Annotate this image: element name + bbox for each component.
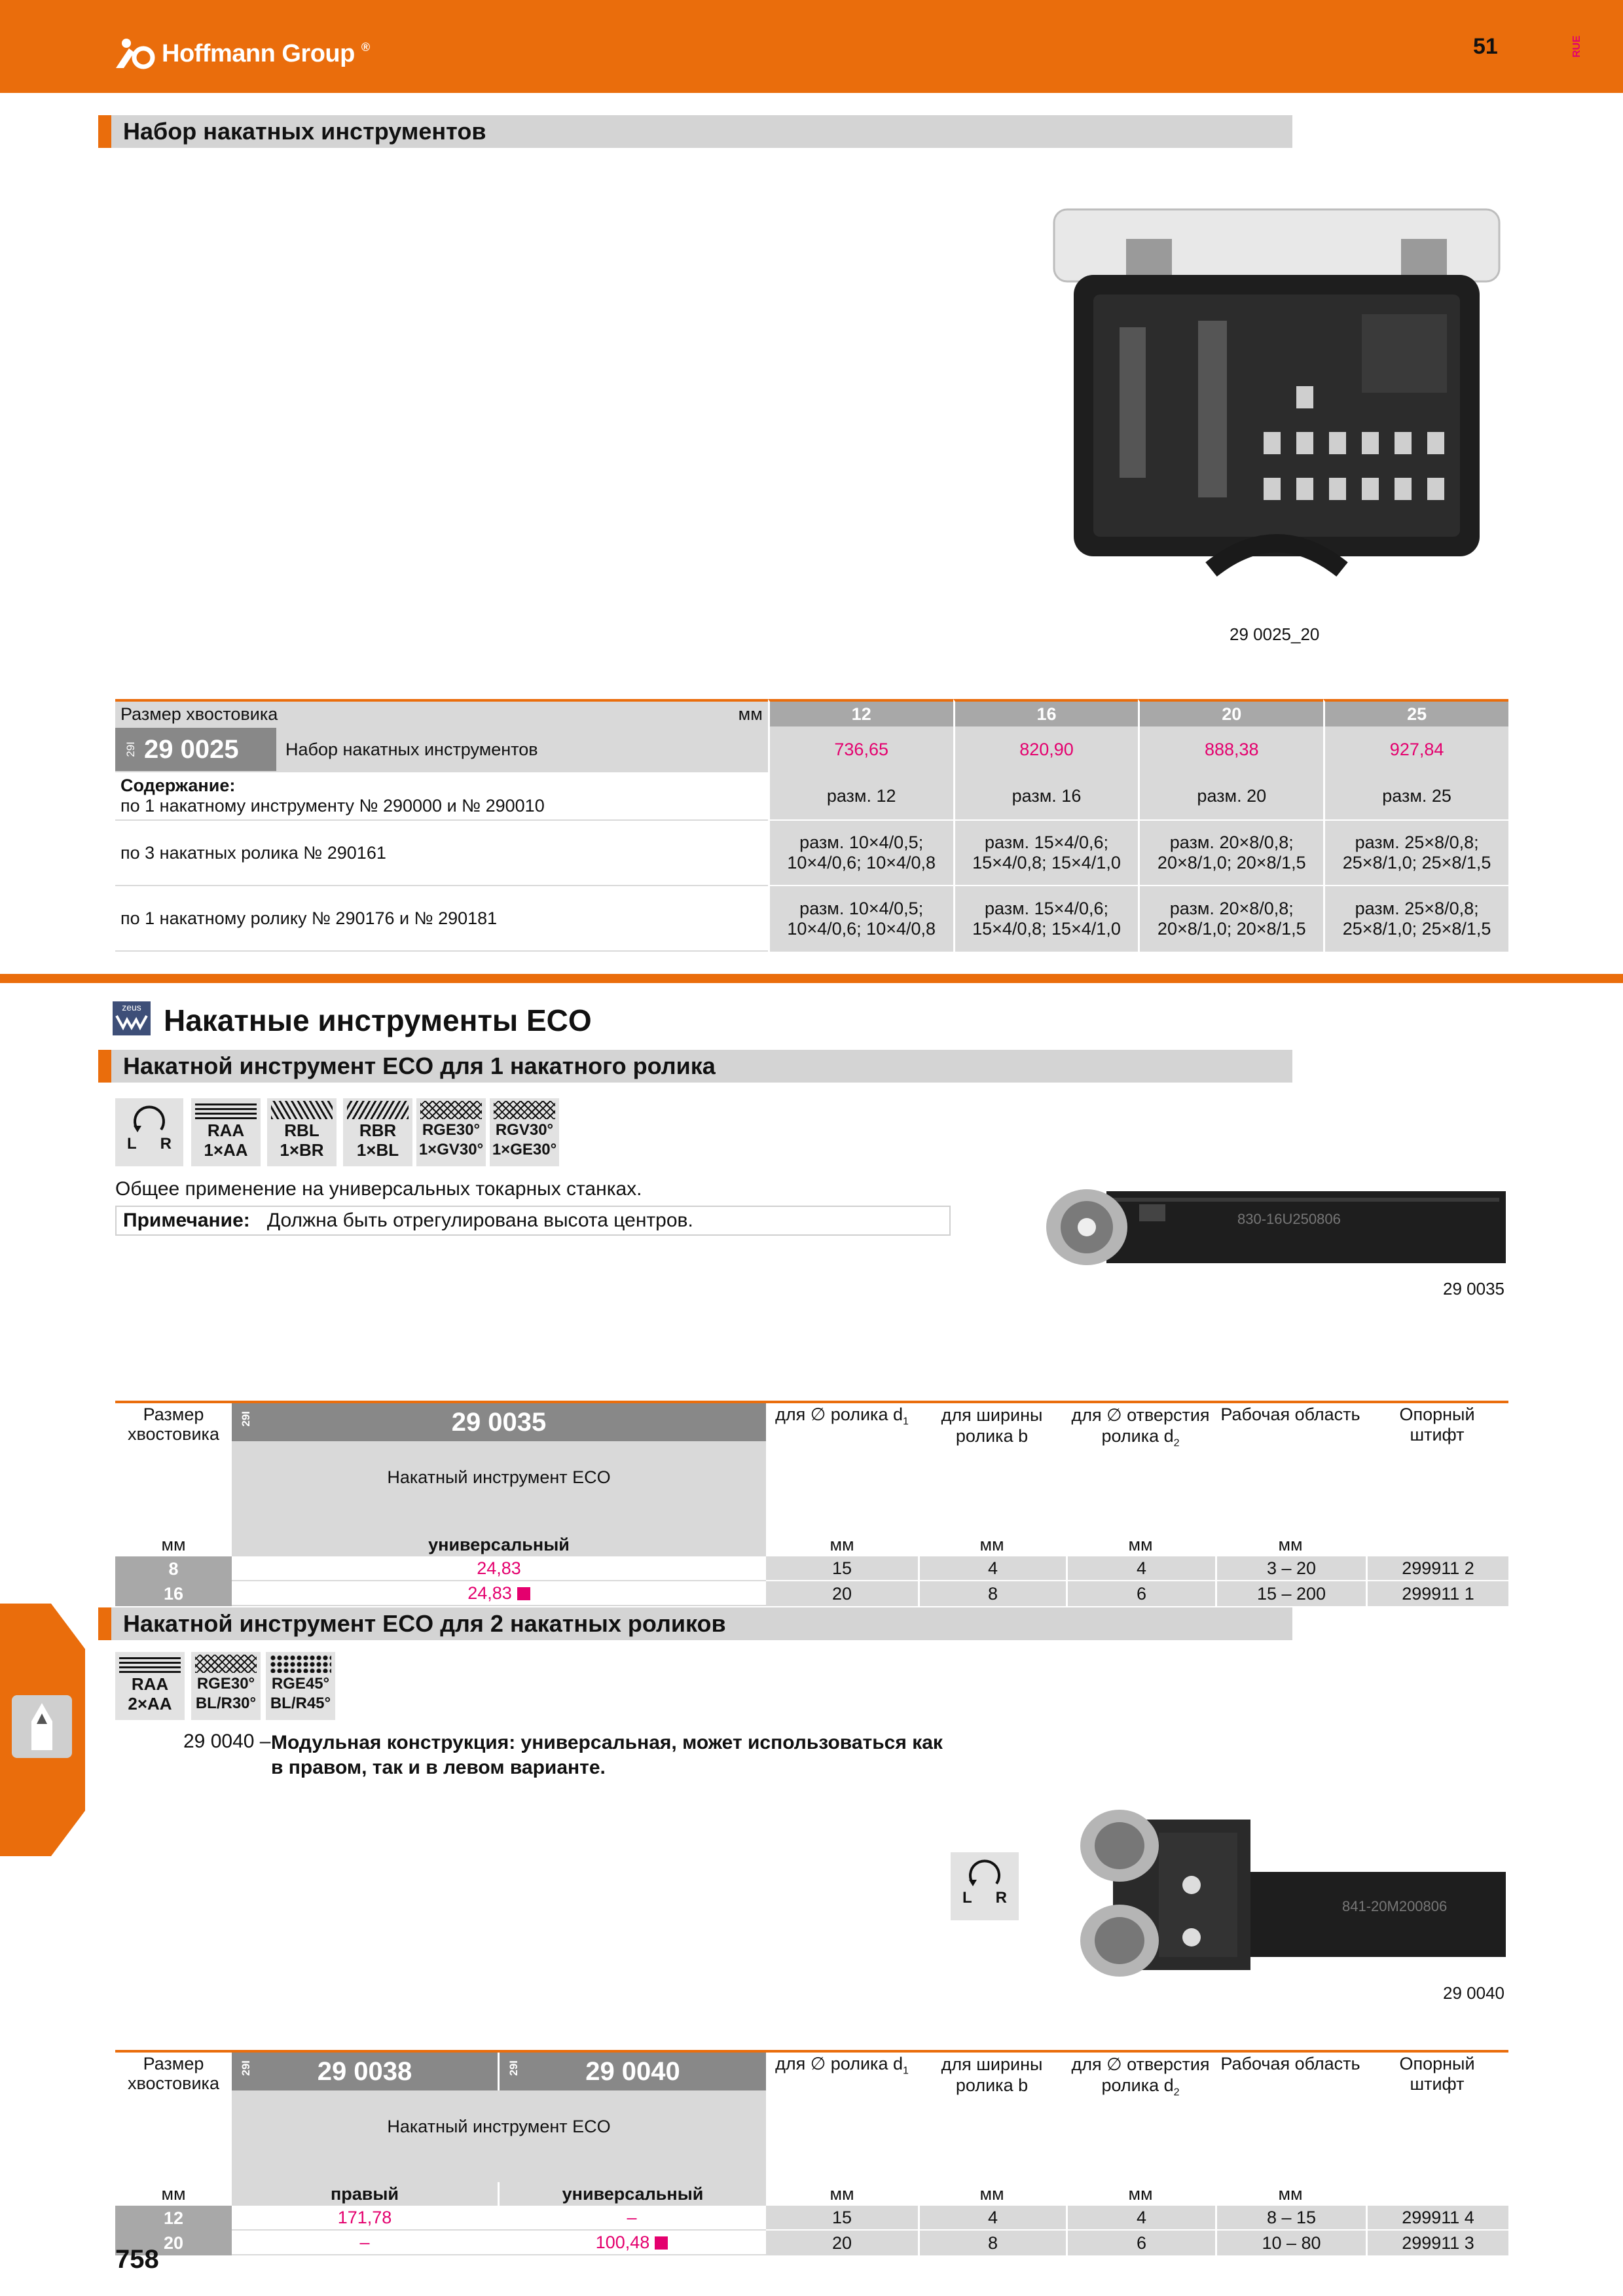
language-code: RUE: [1571, 35, 1582, 58]
range-value: 10 – 80: [1215, 2231, 1366, 2255]
value-cell: [1323, 886, 1508, 952]
turning-tool-icon: [12, 1695, 72, 1758]
price: 24,83: [232, 1556, 766, 1581]
value-cell: [768, 821, 953, 886]
pin-value: 299911 3: [1366, 2231, 1508, 2255]
subsection-title-bar: [98, 1050, 1292, 1083]
profile-sub: 1×AA: [204, 1140, 248, 1160]
d1-value: 15: [766, 1556, 918, 1581]
eco-double-table: [115, 2053, 1508, 2255]
right-label: R: [160, 1135, 172, 1153]
value-cell: [1138, 886, 1323, 952]
photo-caption: 29 0035: [1443, 1279, 1504, 1299]
unit-cell: мм: [161, 2183, 186, 2204]
range-value: 3 – 20: [1215, 1556, 1366, 1581]
price: 888,38: [1138, 726, 1323, 772]
shank-value: 16: [115, 1581, 232, 1606]
row-label: по 3 накатных ролика № 290161: [115, 821, 768, 886]
value-cell: разм. 25: [1323, 772, 1508, 821]
unit-cell: мм: [979, 1534, 1004, 1554]
code-prefix: 29I: [237, 1408, 255, 1429]
col-d2-label: для ∅ отверстия: [1071, 1405, 1210, 1425]
eco-single-tool-photo: [1041, 1178, 1512, 1270]
empty-cell: [1366, 1533, 1508, 1556]
section-title-bar: [98, 115, 1292, 148]
set-table: [115, 699, 1508, 952]
product-name: Набор накатных инструментов: [285, 739, 538, 759]
col-d2-header: [1066, 2053, 1215, 2182]
order-code-block[interactable]: [115, 728, 276, 771]
price: 927,84: [1323, 726, 1508, 772]
contents-label: Содержание:: [120, 776, 236, 795]
pin-value: 299911 2: [1366, 1556, 1508, 1581]
order-code-block[interactable]: [232, 1403, 766, 1441]
col-d1-header: [766, 2053, 918, 2182]
d2-value: 6: [1066, 1581, 1215, 1606]
feature-text: [271, 1731, 943, 1780]
unit-label: мм: [738, 704, 763, 724]
rotation-lr-icon: [951, 1852, 1019, 1920]
unit-cell: мм: [161, 1534, 186, 1554]
value-line: разм. 15×4/0,6;: [984, 899, 1108, 918]
zeus-logo-icon: [113, 1001, 151, 1035]
d1-value: 20: [766, 2231, 918, 2255]
profile-rge45-icon: [266, 1652, 335, 1720]
feature-code: 29 0040 –: [183, 1731, 271, 1752]
profile-rge30-2-icon: [191, 1652, 261, 1720]
price: –: [498, 2206, 766, 2231]
value-cell: [953, 821, 1139, 886]
table-row: [115, 1581, 1508, 1606]
table-row: [115, 2231, 1508, 2255]
profile-rbl-icon: [267, 1098, 337, 1166]
hatch-icon: [195, 1655, 257, 1673]
hatch-icon: [494, 1101, 555, 1119]
col-range-header: Рабочая область: [1220, 2054, 1360, 2073]
unit-cell: мм: [979, 2183, 1004, 2204]
shank-value: 20: [115, 2231, 232, 2255]
profile-code: RBL: [284, 1121, 319, 1140]
profile-sub: 1×GE30°: [492, 1141, 557, 1158]
price-cell: [498, 2231, 766, 2255]
b-value: 4: [918, 1556, 1066, 1581]
shank-label: Размер: [143, 1405, 204, 1424]
col-d2-sub: 2: [1173, 1437, 1180, 1449]
profile-rge30-icon: [416, 1098, 486, 1166]
section-title: Набор накатных инструментов: [123, 118, 486, 145]
col-d1-sub: 1: [902, 1416, 909, 1427]
value-line: разм. 20×8/0,8;: [1169, 833, 1294, 852]
size-col: 12: [768, 699, 953, 726]
value-line: 25×8/1,0; 25×8/1,5: [1342, 853, 1491, 872]
value-cell: [1138, 821, 1323, 886]
profile-code: RAA: [207, 1121, 245, 1140]
table-row: [115, 2206, 1508, 2231]
profile-code: RGE30°: [422, 1121, 481, 1139]
zeus-mark-icon: [115, 1013, 148, 1030]
eco-single-table: [115, 1403, 1508, 1606]
col-d2-sub: 2: [1173, 2087, 1180, 2098]
col-d2-label: для ∅ отверстия: [1071, 2054, 1210, 2074]
col-b-header: [918, 2053, 1066, 2182]
value-line: 20×8/1,0; 20×8/1,5: [1157, 919, 1306, 939]
brand-name: Hoffmann Group: [162, 39, 355, 67]
left-label: L: [962, 1889, 972, 1907]
rotation-arrow-icon: [130, 1103, 169, 1132]
hatch-icon: [347, 1101, 409, 1119]
product-cell: [115, 726, 768, 772]
unit-cell: мм: [830, 2183, 854, 2204]
feature-line: в правом, так и в левом варианте.: [271, 1757, 606, 1778]
order-code: 29 0040: [585, 2056, 680, 2086]
col-b-label: для ширины: [941, 2054, 1043, 2074]
unit-cell: мм: [830, 1534, 854, 1554]
col-d1-label: для ∅ ролика d: [775, 1405, 903, 1424]
hatch-icon: [195, 1101, 257, 1119]
value-line: 15×4/0,8; 15×4/1,0: [972, 919, 1121, 939]
page-number-bottom: 758: [115, 2245, 159, 2274]
note-label: Примечание:: [123, 1210, 250, 1231]
section-divider: [0, 974, 1623, 983]
hatch-icon: [271, 1101, 333, 1119]
rotation-arrow-icon: [965, 1857, 1004, 1886]
feature-line: Модульная конструкция: универсальная, может использоваться как: [271, 1732, 943, 1753]
value-line: разм. 10×4/0,5;: [799, 833, 924, 852]
eco-double-tool-photo: [1041, 1806, 1512, 1983]
profile-code: RGE30°: [196, 1675, 255, 1693]
product-name: Накатный инструмент ECO: [232, 1441, 766, 1533]
page-number-top: 51: [1473, 34, 1498, 59]
profile-sub: BL/R30°: [195, 1695, 257, 1712]
rotation-lr-icon: [115, 1098, 183, 1166]
general-use-text: Общее применение на универсальных токарных станках.: [115, 1178, 642, 1200]
variant-label: правый: [232, 2182, 498, 2206]
title-accent: [98, 115, 111, 148]
contents-text: по 1 накатному инструменту № 290000 и № 290010: [120, 796, 545, 816]
right-label: R: [995, 1889, 1007, 1907]
order-code-block[interactable]: [232, 2053, 498, 2090]
col-d2-header: [1066, 1403, 1215, 1533]
d1-value: 15: [766, 2206, 918, 2231]
size-col: 25: [1323, 699, 1508, 726]
subsection-title: Накатной инструмент ECO для 2 накатных роликов: [123, 1610, 726, 1637]
profile-rbr-icon: [343, 1098, 412, 1166]
col-d2-label: ролика d: [1101, 2075, 1174, 2095]
value-line: разм. 20×8/0,8;: [1169, 899, 1294, 918]
price: 736,65: [768, 726, 953, 772]
price-cell: [232, 1581, 766, 1606]
value-line: разм. 15×4/0,6;: [984, 833, 1108, 852]
svg-text:830-16U250806: 830-16U250806: [1237, 1211, 1341, 1227]
col-range-header: Рабочая область: [1220, 1405, 1360, 1424]
svg-text:841-20M200806: 841-20M200806: [1342, 1898, 1448, 1914]
profile-sub: 1×BR: [280, 1140, 324, 1160]
code-prefix: 29I: [122, 739, 140, 760]
shank-header: [115, 1403, 232, 1533]
shank-header: [115, 2053, 232, 2182]
col-b-label: для ширины: [941, 1405, 1043, 1425]
d2-value: 6: [1066, 2231, 1215, 2255]
hatch-icon: [420, 1101, 482, 1119]
code-prefix: 29I: [237, 2058, 255, 2079]
value-cell: [1323, 821, 1508, 886]
shank-label: хвостовика: [128, 2073, 219, 2093]
size-col: 20: [1138, 699, 1323, 726]
price: 820,90: [953, 726, 1139, 772]
pin-value: 299911 1: [1366, 1581, 1508, 1606]
stock-square-icon: [517, 1587, 530, 1600]
order-code: 29 0038: [317, 2056, 412, 2086]
range-value: 15 – 200: [1215, 1581, 1366, 1606]
profile-code: RAA: [131, 1674, 169, 1694]
shank-label: хвостовика: [128, 1424, 219, 1444]
brand-logo[interactable]: [115, 34, 370, 73]
product-name: Накатный инструмент ECO: [232, 2090, 766, 2182]
brand-mark: ®: [361, 41, 370, 54]
note-text: Должна быть отрегулирована высота центров.: [266, 1210, 693, 1231]
value-line: 10×4/0,6; 10×4/0,8: [787, 919, 936, 939]
col-d1-sub: 1: [902, 2065, 909, 2077]
shank-value: 8: [115, 1556, 232, 1581]
variant-label: универсальный: [498, 2182, 766, 2206]
profile-sub: BL/R45°: [270, 1695, 331, 1712]
value-cell: разм. 12: [768, 772, 953, 821]
b-value: 8: [918, 2231, 1066, 2255]
d2-value: 4: [1066, 1556, 1215, 1581]
hoffmann-logo-icon: [115, 38, 155, 69]
value-line: 10×4/0,6; 10×4/0,8: [787, 853, 936, 872]
value-cell: [953, 886, 1139, 952]
shank-header-cell: [115, 699, 768, 726]
col-b-header: [918, 1403, 1066, 1533]
b-value: 4: [918, 2206, 1066, 2231]
value-line: разм. 10×4/0,5;: [799, 899, 924, 918]
value-line: разм. 25×8/0,8;: [1355, 833, 1479, 852]
pin-value: 299911 4: [1366, 2206, 1508, 2231]
unit-cell: мм: [1128, 2183, 1153, 2204]
price: 24,83: [467, 1583, 512, 1603]
knurling-set-case-photo: [1048, 203, 1506, 609]
b-value: 8: [918, 1581, 1066, 1606]
title-accent: [98, 1607, 111, 1640]
col-d1-header: [766, 1403, 918, 1533]
value-line: 20×8/1,0; 20×8/1,5: [1157, 853, 1306, 872]
value-line: 15×4/0,8; 15×4/1,0: [972, 853, 1121, 872]
empty-cell: [1366, 2182, 1508, 2206]
col-pin-header: Опорный штифт: [1399, 2054, 1475, 2094]
profile-code: RBR: [359, 1121, 397, 1140]
row-label: по 1 накатному ролику № 290176 и № 290181: [115, 886, 768, 952]
profile-sub: 1×BL: [356, 1140, 399, 1160]
profile-raa-icon: [191, 1098, 261, 1166]
section-heading: Накатные инструменты ECO: [164, 1003, 592, 1037]
unit-cell: мм: [1278, 1534, 1303, 1554]
left-label: L: [126, 1135, 137, 1153]
code-prefix: 29I: [505, 2058, 523, 2079]
value-line: 25×8/1,0; 25×8/1,5: [1342, 919, 1491, 939]
shank-value: 12: [115, 2206, 232, 2231]
d2-value: 4: [1066, 2206, 1215, 2231]
value-cell: разм. 20: [1138, 772, 1323, 821]
col-b-label: ролика b: [955, 1426, 1029, 1446]
order-code: 29 0035: [451, 1407, 547, 1437]
profile-rgv30-icon: [490, 1098, 559, 1166]
table-row: [115, 1556, 1508, 1581]
contents-cell: [115, 772, 768, 821]
value-cell: [768, 886, 953, 952]
hatch-icon: [270, 1655, 331, 1673]
hatch-icon: [119, 1655, 181, 1673]
photo-caption: 29 0040: [1443, 1983, 1504, 2003]
col-d1-label: для ∅ ролика d: [775, 2054, 903, 2073]
value-line: разм. 25×8/0,8;: [1355, 899, 1479, 918]
chapter-tool-icon: [12, 1695, 72, 1758]
note-box: [115, 1206, 951, 1236]
col-pin-header: Опорный штифт: [1399, 1405, 1475, 1444]
profile-code: RGV30°: [495, 1121, 554, 1139]
col-d2-label: ролика d: [1101, 1426, 1174, 1446]
d1-value: 20: [766, 1581, 918, 1606]
unit-cell: мм: [1278, 2183, 1303, 2204]
zeus-logo-text: zeus: [122, 1002, 141, 1013]
profile-sub: 2×AA: [128, 1694, 172, 1713]
order-code: 29 0025: [144, 734, 239, 764]
stock-square-icon: [655, 2236, 668, 2250]
subsection-title: Накатной инструмент ECO для 1 накатного ролика: [123, 1052, 716, 1079]
price: 171,78: [232, 2206, 498, 2231]
order-code-block[interactable]: [498, 2053, 766, 2090]
range-value: 8 – 15: [1215, 2206, 1366, 2231]
variant-label: универсальный: [232, 1533, 766, 1556]
shank-label: Размер хвостовика: [120, 704, 278, 724]
value-cell: разм. 16: [953, 772, 1139, 821]
profile-code: RGE45°: [271, 1675, 330, 1693]
profile-sub: 1×GV30°: [418, 1141, 484, 1158]
price: 100,48: [595, 2232, 650, 2252]
title-accent: [98, 1050, 111, 1083]
size-col: 16: [953, 699, 1139, 726]
subsection-title-bar: [98, 1607, 1292, 1640]
shank-label: Размер: [143, 2054, 204, 2073]
unit-cell: мм: [1128, 1534, 1153, 1554]
col-b-label: ролика b: [955, 2075, 1029, 2095]
photo-caption: 29 0025_20: [1230, 624, 1320, 644]
profile-raa-2-icon: [115, 1652, 185, 1720]
price: –: [232, 2231, 498, 2255]
